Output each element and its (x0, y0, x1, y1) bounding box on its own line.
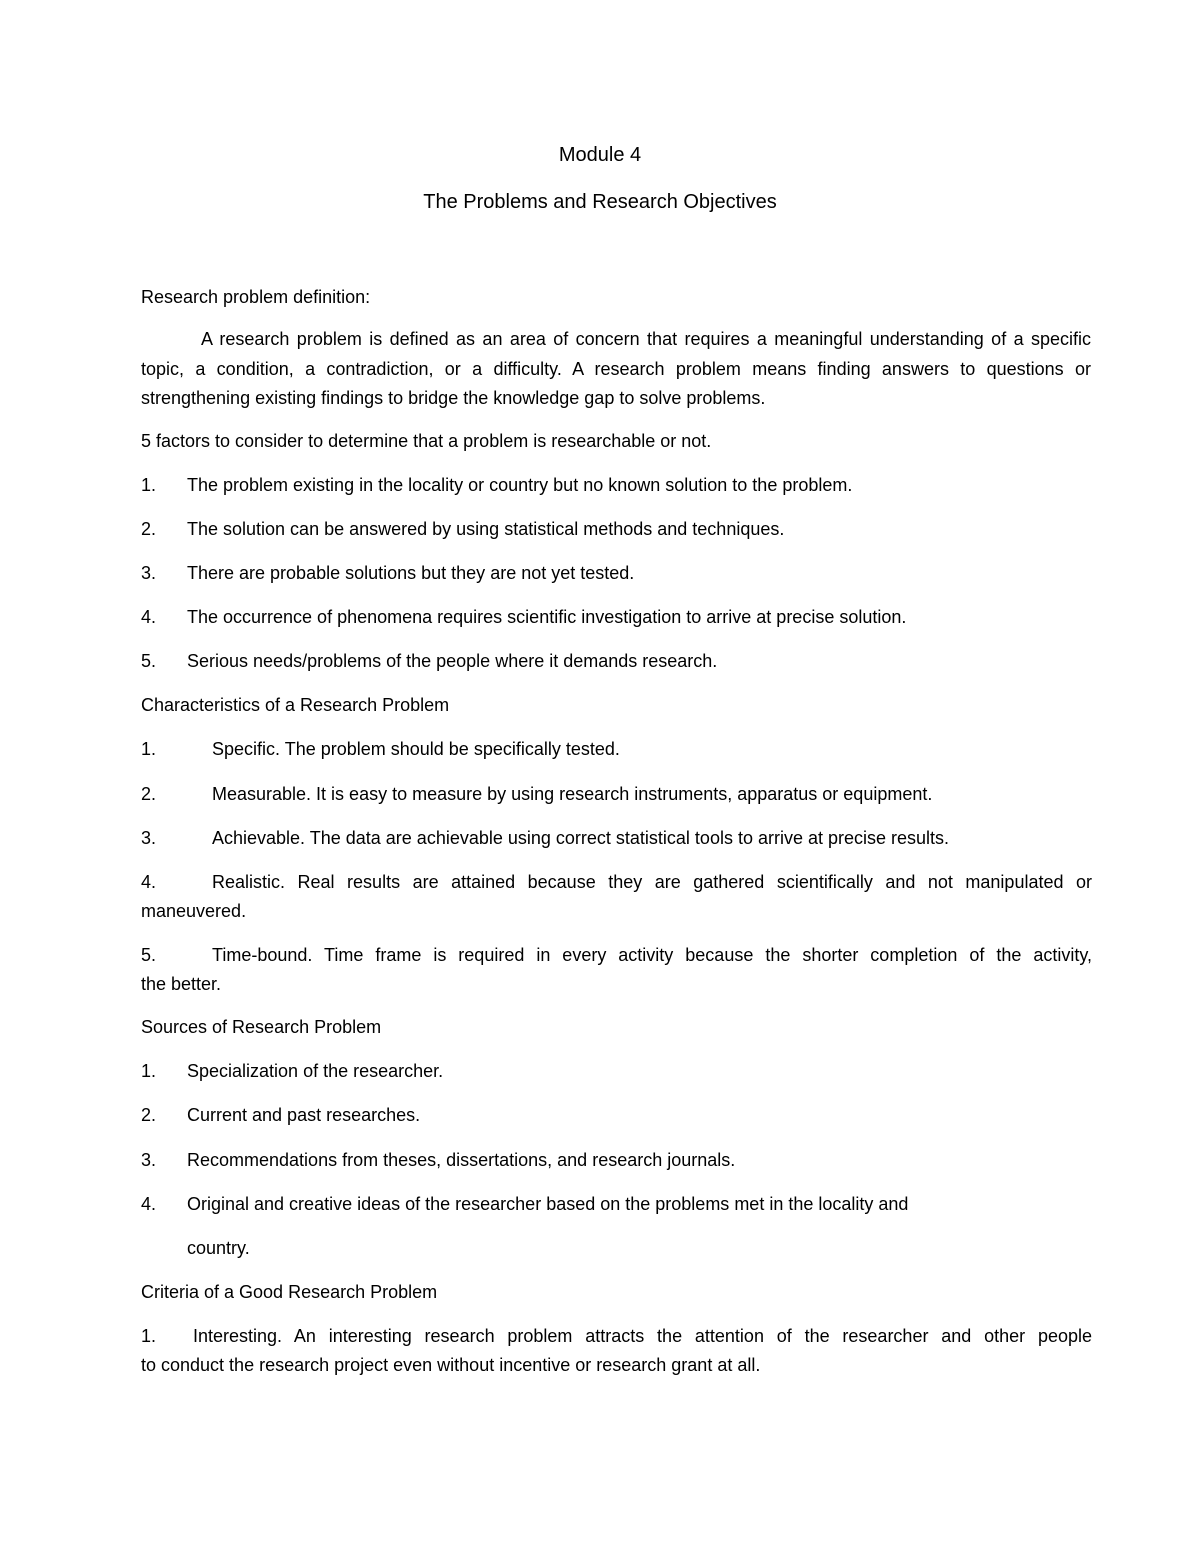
factor-text: Serious needs/problems of the people where it demands research. (187, 651, 718, 671)
factor-number: 2. (141, 519, 157, 539)
source-number: 2. (141, 1105, 157, 1125)
characteristic-number: 2. (141, 784, 157, 804)
characteristic-number: 4. (141, 872, 157, 892)
module-title: Module 4 (558, 144, 642, 166)
source-text: Original and creative ideas of the researcher based on the problems met in the locality and (187, 1194, 909, 1214)
criterion-text: Interesting. An interesting research problem attracts the attention of the researcher and other people (193, 1326, 1092, 1346)
characteristic-number: 5. (141, 945, 157, 965)
characteristic-text-continued: maneuvered. (141, 901, 247, 921)
criterion-text-continued: to conduct the research project even without incentive or research grant at all. (141, 1355, 761, 1375)
factor-number: 4. (141, 607, 157, 627)
source-number: 3. (141, 1150, 157, 1170)
characteristic-text-continued: the better. (141, 974, 222, 994)
factors-heading: 5 factors to consider to determine that a problem is researchable or not. (141, 431, 712, 451)
definition-heading: Research problem definition: (141, 287, 371, 307)
factor-number: 1. (141, 475, 157, 495)
factor-text: There are probable solutions but they are not yet tested. (187, 563, 635, 583)
factor-number: 5. (141, 651, 157, 671)
characteristic-text: Time-bound. Time frame is required in every activity because the shorter completion of the activity, (212, 945, 1092, 965)
characteristic-text: Realistic. Real results are attained because they are gathered scientifically and not manipulated or (212, 872, 1092, 892)
factor-text: The problem existing in the locality or country but no known solution to the problem. (187, 475, 853, 495)
sources-heading: Sources of Research Problem (141, 1017, 382, 1037)
definition-paragraph (141, 325, 1091, 414)
criterion-number: 1. (141, 1326, 157, 1346)
criteria-heading: Criteria of a Good Research Problem (141, 1282, 438, 1302)
characteristic-text: Specific. The problem should be specifically tested. (212, 739, 620, 759)
characteristic-number: 1. (141, 739, 157, 759)
source-text: Recommendations from theses, dissertations, and research journals. (187, 1150, 736, 1170)
characteristic-text: Achievable. The data are achievable using correct statistical tools to arrive at precise results. (212, 828, 950, 848)
characteristic-number: 3. (141, 828, 157, 848)
factor-text: The occurrence of phenomena requires scientific investigation to arrive at precise solution. (187, 607, 907, 627)
characteristic-text: Measurable. It is easy to measure by using research instruments, apparatus or equipment. (212, 784, 933, 804)
definition-paragraph-text: A research problem is defined as an area of concern that requires a meaningful understanding of a specific topic, a condition, a contradiction, or a difficulty. A research problem means finding answers to questions or strengthening existing findings to bridge the knowledge gap to solve problems. (141, 329, 1091, 408)
factor-number: 3. (141, 563, 157, 583)
module-subtitle: The Problems and Research Objectives (423, 191, 777, 213)
source-text-continued: country. (187, 1238, 250, 1258)
characteristics-heading: Characteristics of a Research Problem (141, 695, 450, 715)
source-text: Current and past researches. (187, 1105, 421, 1125)
source-text: Specialization of the researcher. (187, 1061, 444, 1081)
source-number: 4. (141, 1194, 157, 1214)
source-number: 1. (141, 1061, 157, 1081)
factor-text: The solution can be answered by using statistical methods and techniques. (187, 519, 785, 539)
